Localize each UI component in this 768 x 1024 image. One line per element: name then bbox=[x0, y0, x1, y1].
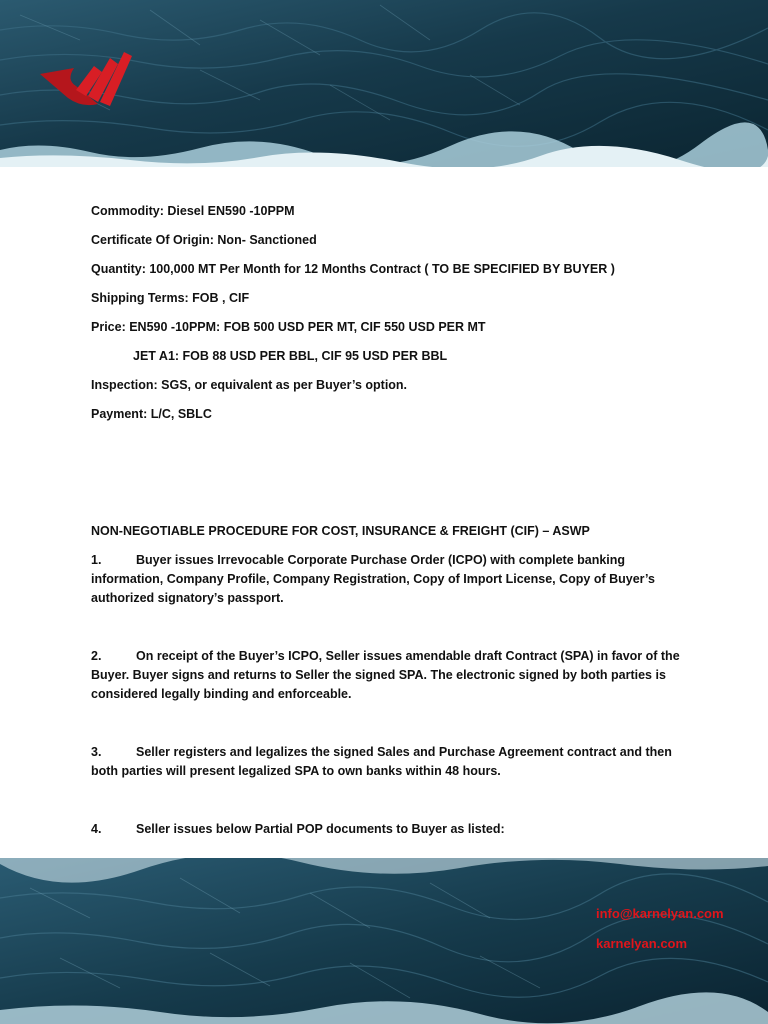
procedure-step-1 bbox=[91, 551, 689, 608]
procedure-step-4 bbox=[91, 820, 689, 839]
procedure-step-3 bbox=[91, 743, 689, 781]
step-number: 2. bbox=[91, 649, 102, 663]
step-number: 3. bbox=[91, 745, 102, 759]
payment-line: Payment: L/C, SBLC bbox=[91, 407, 212, 421]
inspection-line: Inspection: SGS, or equivalent as per Buyer’s option. bbox=[91, 378, 408, 392]
red-stripes-logo-icon bbox=[36, 46, 132, 108]
step-text: Seller registers and legalizes the signed Sales and Purchase Agreement contract and then both parties will present legalized SPA to own banks within 48 hours. bbox=[91, 745, 672, 778]
step-number: 1. bbox=[91, 553, 102, 567]
step-text: On receipt of the Buyer’s ICPO, Seller issues amendable draft Contract (SPA) in favor of the Buyer. Buyer signs and returns to Seller the signed SPA. The electronic signed by both parties is considered legally binding and enforceable. bbox=[91, 649, 680, 701]
step-text: Seller issues below Partial POP documents to Buyer as listed: bbox=[136, 822, 505, 836]
origin-line: Certificate Of Origin: Non- Sanctioned bbox=[91, 233, 317, 247]
header-banner bbox=[0, 0, 768, 167]
commodity-line: Commodity: Diesel EN590 -10PPM bbox=[91, 204, 295, 218]
shipping-terms-line: Shipping Terms: FOB , CIF bbox=[91, 291, 250, 305]
quantity-line: Quantity: 100,000 MT Per Month for 12 Months Contract ( TO BE SPECIFIED BY BUYER ) bbox=[91, 262, 615, 276]
procedure-step-2 bbox=[91, 647, 689, 704]
footer-banner bbox=[0, 858, 768, 1024]
price-en590-line: Price: EN590 -10PPM: FOB 500 USD PER MT, CIF 550 USD PER MT bbox=[91, 320, 486, 334]
step-number: 4. bbox=[91, 822, 102, 836]
step-text: Buyer issues Irrevocable Corporate Purchase Order (ICPO) with complete banking information, Company Profile, Company Registration, Copy of Import License, Copy of Buyer’s authorized signatory’s passport. bbox=[91, 553, 655, 605]
procedure-heading: NON-NEGOTIABLE PROCEDURE FOR COST, INSURANCE & FREIGHT (CIF) – ASWP bbox=[91, 524, 590, 538]
price-jet-line: JET A1: FOB 88 USD PER BBL, CIF 95 USD PER BBL bbox=[133, 349, 448, 363]
contact-email-link[interactable]: info@karnelyan.com bbox=[596, 906, 724, 921]
website-link[interactable]: karnelyan.com bbox=[596, 936, 688, 951]
